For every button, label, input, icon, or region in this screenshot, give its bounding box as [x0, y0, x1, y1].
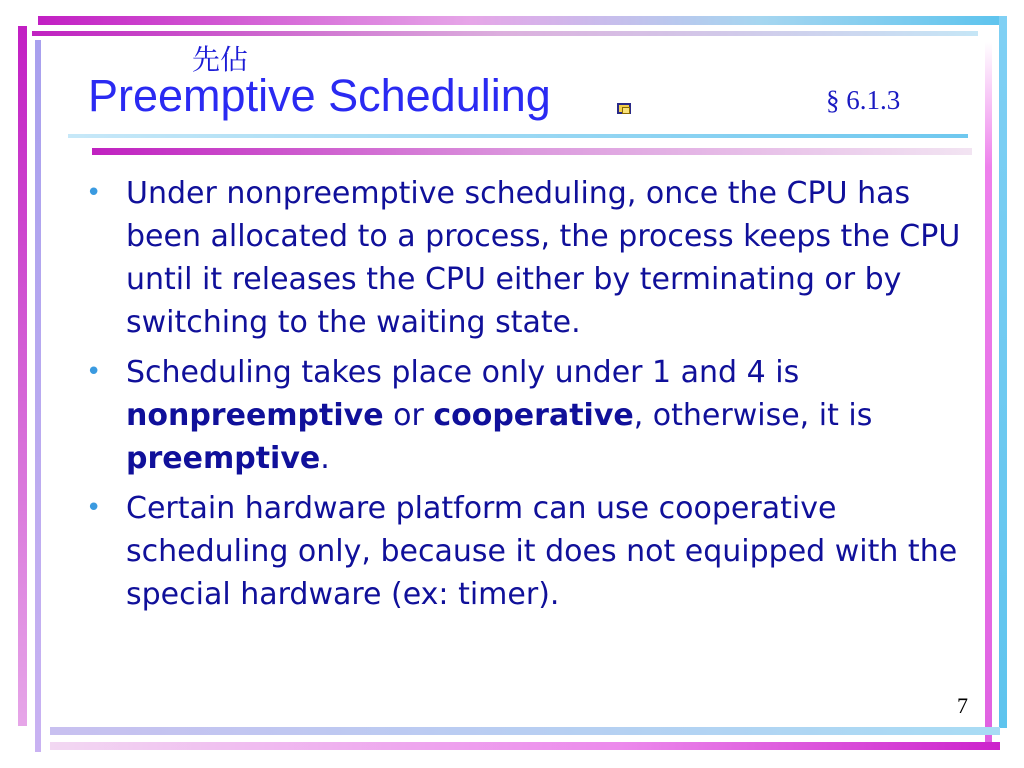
section-reference: § 6.1.3 [826, 85, 901, 115]
bullet-text: Under nonpreemptive scheduling, once the CPU has been allocated to a process, the process keeps the CPU until it releases the CPU either by terminating or by switching to the waiting state. [126, 176, 961, 340]
bullet-item [86, 172, 976, 344]
bullet-text: . [320, 441, 330, 476]
bullet-text: , otherwise, it is [633, 398, 873, 433]
bullet-text: Certain hardware platform can use cooperative scheduling only, because it does not equipped with the special hardware (ex: timer). [126, 491, 958, 612]
decorative-bar-right [999, 16, 1007, 728]
bullet-dot-icon: • [86, 178, 102, 208]
slide-title-chinese: 先佔 [192, 43, 249, 76]
slide-title: Preemptive Scheduling [88, 70, 551, 121]
decorative-bar-bottom [50, 727, 1000, 735]
bullet-dot-icon: • [86, 357, 102, 387]
bullet-text: Scheduling takes place only under 1 and 4 is [126, 355, 800, 390]
term-preemptive: preemptive [126, 441, 321, 476]
sound-icon[interactable] [617, 103, 631, 114]
decorative-bar-left-inner [35, 40, 41, 752]
title-underline [68, 134, 968, 138]
decorative-bar-left [18, 26, 27, 726]
title-underline-gradient [92, 148, 972, 155]
bullet-dot-icon: • [86, 493, 102, 523]
term-cooperative: cooperative [433, 398, 634, 433]
term-nonpreemptive: nonpreemptive [126, 398, 384, 433]
decorative-bar-bottom-inner [50, 742, 1000, 750]
decorative-bar-top [38, 16, 1000, 25]
decorative-bar-right-inner [985, 42, 992, 742]
bullet-list [86, 172, 976, 623]
bullet-text: or [383, 398, 434, 433]
bullet-item [86, 351, 976, 480]
bullet-item [86, 487, 976, 616]
page-number: 7 [957, 693, 968, 718]
decorative-bar-top-inner [32, 31, 978, 36]
